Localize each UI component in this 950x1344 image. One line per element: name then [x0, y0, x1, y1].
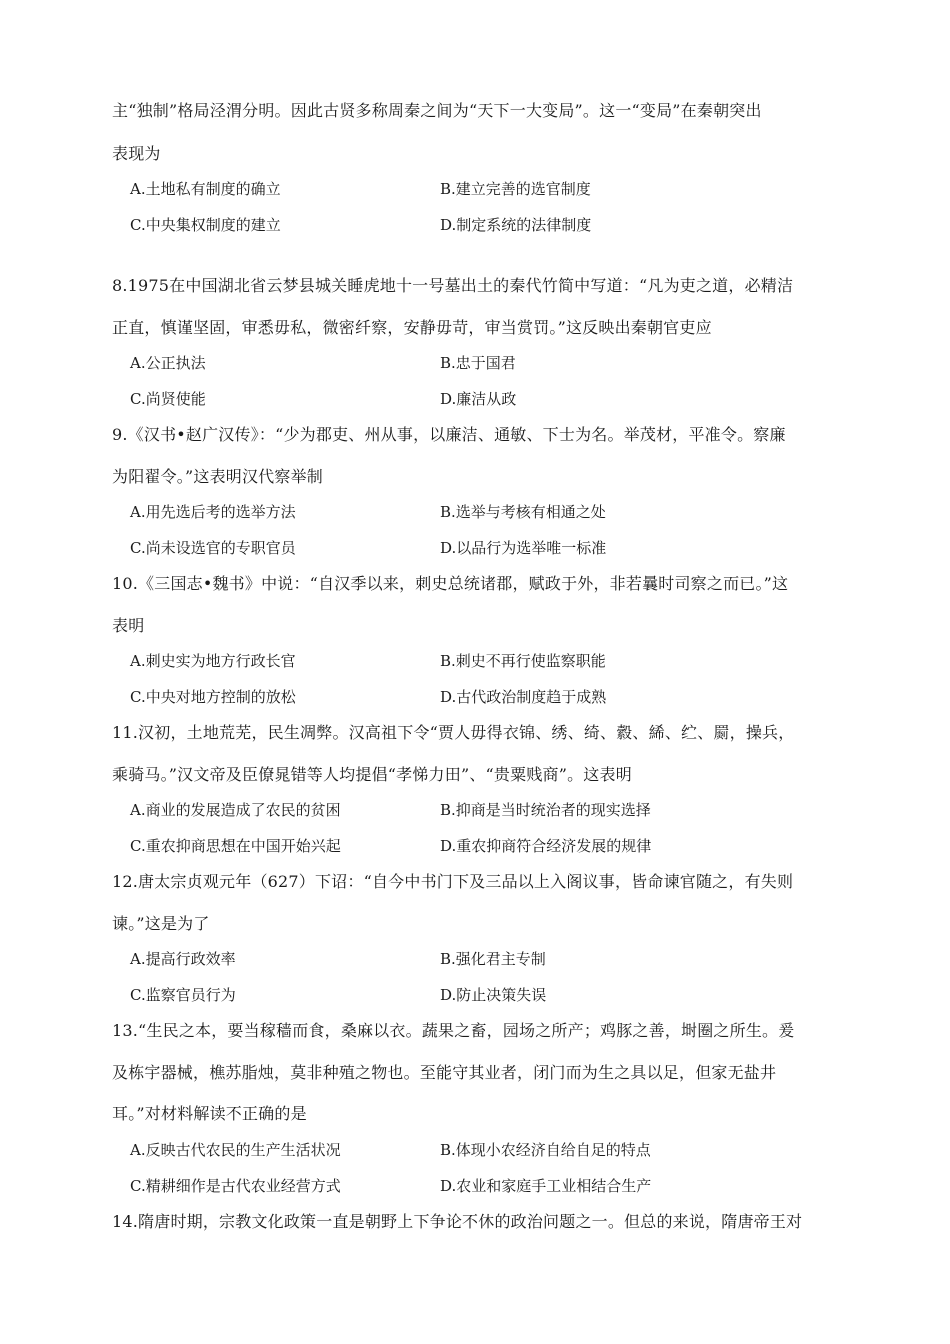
option-b: B.建立完善的选官制度 [440, 180, 591, 198]
option-d: D.古代政治制度趋于成熟 [440, 688, 607, 706]
question-8: 8.1975在中国湖北省云梦县城关睡虎地十一号墓出土的秦代竹简中写道：“凡为吏之道，必精洁 [112, 276, 794, 295]
option-c: C.中央对地方控制的放松 [130, 688, 296, 706]
option-b: B.忠于国君 [440, 354, 516, 372]
option-a: A.用先选后考的选举方法 [130, 503, 296, 521]
question-10: 10.《三国志•魏书》中说：“自汉季以来，刺史总统诸郡，赋政于外，非若曩时司察之而已。”这 [112, 574, 789, 593]
option-c: C.中央集权制度的建立 [130, 216, 281, 234]
option-d: D.制定系统的法律制度 [440, 216, 592, 234]
option-a: A.土地私有制度的确立 [130, 180, 281, 198]
text-line: 乘骑马。”汉文帝及臣僚晁错等人均提倡“孝悌力田”、“贵粟贱商”。这表明 [112, 765, 632, 784]
option-d: D.防止决策失误 [440, 986, 547, 1004]
text-line: 正直，慎谨坚固，审悉毋私，微密纤察，安静毋苛，审当赏罚。”这反映出秦朝官吏应 [112, 318, 712, 337]
option-d: D.廉洁从政 [440, 390, 517, 408]
text-line: 表现为 [112, 144, 161, 163]
option-c: C.监察官员行为 [130, 986, 236, 1004]
option-c: C.尚贤使能 [130, 390, 206, 408]
option-c: C.精耕细作是古代农业经营方式 [130, 1177, 341, 1195]
text-line: 及栋宇器械，樵苏脂烛，莫非种殖之物也。至能守其业者，闭门而为生之具以足，但家无盐井 [112, 1063, 777, 1082]
question-11: 11.汉初，土地荒芜，民生凋弊。汉高祖下令“贾人毋得衣锦、绣、绮、縠、絺、纻、罽，操兵， [112, 723, 795, 742]
text-line: 谏。”这是为了 [112, 914, 210, 933]
option-b: B.刺史不再行使监察职能 [440, 652, 606, 670]
option-c: C.尚未设选官的专职官员 [130, 539, 296, 557]
option-a: A.反映古代农民的生产生活状况 [130, 1141, 341, 1159]
option-a: A.刺史实为地方行政长官 [130, 652, 296, 670]
option-b: B.抑商是当时统治者的现实选择 [440, 801, 651, 819]
text-line: 耳。”对材料解读不正确的是 [112, 1104, 307, 1123]
question-12: 12.唐太宗贞观元年（627）下诏：“自今中书门下及三品以上入阁议事，皆命谏官随之，有失则 [112, 872, 794, 891]
option-a: A.商业的发展造成了农民的贫困 [130, 801, 341, 819]
option-a: A.公正执法 [130, 354, 206, 372]
question-14: 14.隋唐时期，宗教文化政策一直是朝野上下争论不休的政治问题之一。但总的来说，隋唐帝王对 [112, 1212, 803, 1231]
option-a: A.提高行政效率 [130, 950, 236, 968]
option-d: D.以品行为选举唯一标准 [440, 539, 607, 557]
text-line: 为阳翟令。”这表明汉代察举制 [112, 467, 323, 486]
option-d: D.重农抑商符合经济发展的规律 [440, 837, 652, 855]
question-9: 9.《汉书•赵广汉传》：“少为郡吏、州从事，以廉洁、通敏、下士为名。举茂材，平准令。察廉 [112, 425, 786, 444]
question-13: 13.“生民之本，要当稼穑而食，桑麻以衣。蔬果之畜，园场之所产；鸡豚之善，埘圈之所生。爰 [112, 1021, 795, 1040]
option-b: B.体现小农经济自给自足的特点 [440, 1141, 651, 1159]
text-line: 表明 [112, 616, 145, 635]
option-c: C.重农抑商思想在中国开始兴起 [130, 837, 341, 855]
option-d: D.农业和家庭手工业相结合生产 [440, 1177, 652, 1195]
option-b: B.强化君主专制 [440, 950, 546, 968]
text-line: 主“独制”格局泾渭分明。因此古贤多称周秦之间为“天下一大变局”。这一“变局”在秦朝突出 [112, 101, 762, 120]
option-b: B.选举与考核有相通之处 [440, 503, 606, 521]
